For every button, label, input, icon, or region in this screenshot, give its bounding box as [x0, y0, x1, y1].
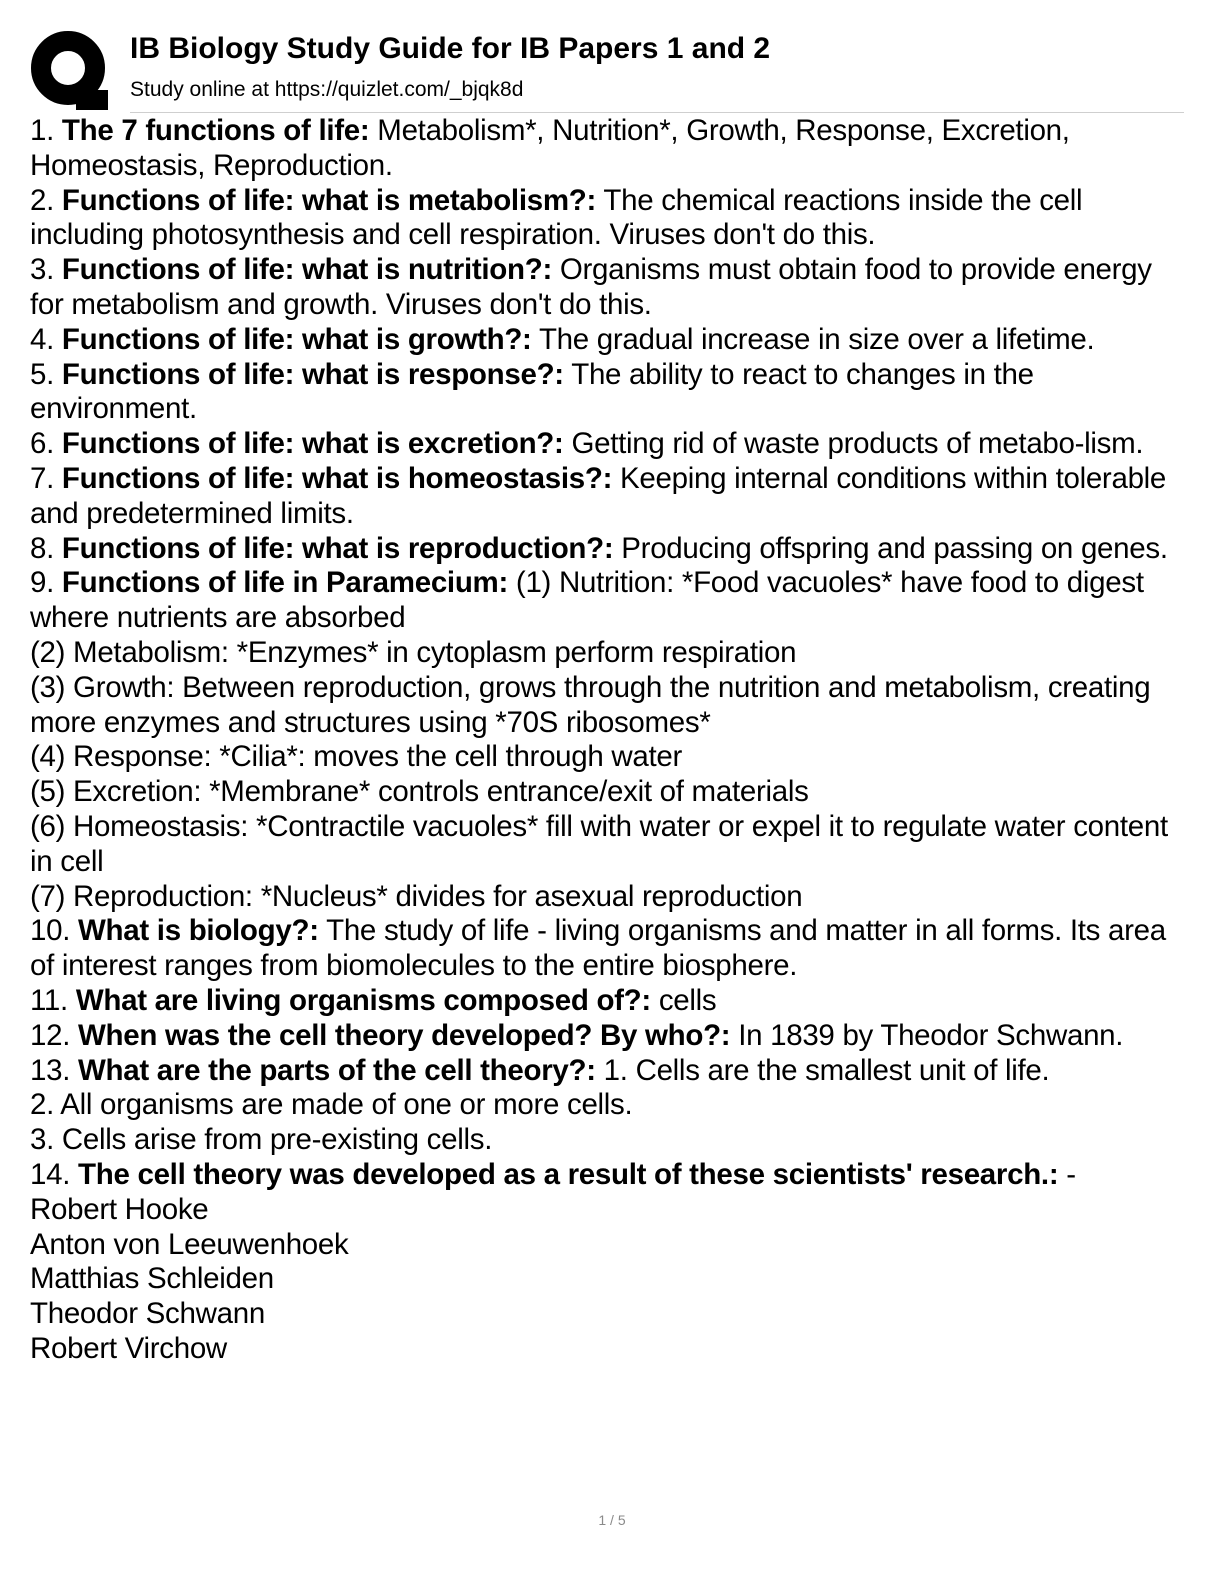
item-number: 3.	[30, 253, 55, 287]
item-question: When was the cell theory developed? By who?:	[78, 1018, 731, 1052]
answer-line: 2. All organisms are made of one or more cells.	[30, 1088, 633, 1122]
item-question: Functions of life: what is response?:	[61, 357, 564, 391]
item-question: What is biology?:	[78, 914, 319, 948]
answer-line: Matthias Schleiden	[30, 1262, 274, 1296]
list-item	[30, 462, 1190, 532]
document-header	[30, 28, 1184, 114]
answer-line: Theodor Schwann	[30, 1297, 265, 1331]
item-question: Functions of life: what is metabolism?:	[61, 183, 597, 217]
list-item	[30, 984, 1190, 1019]
answer-line: 3. Cells arise from pre-existing cells.	[30, 1123, 493, 1157]
item-number: 5.	[30, 357, 55, 391]
answer-line: (5) Excretion: *Membrane* controls entrance/exit of materials	[30, 775, 809, 809]
quizlet-q-logo-icon	[30, 30, 108, 110]
list-item	[30, 1158, 1190, 1193]
item-question: Functions of life: what is reproduction?:	[61, 531, 614, 565]
item-answer: 1. Cells are the smallest unit of life.	[603, 1053, 1050, 1087]
item-number: 4.	[30, 322, 55, 356]
item-number: 7.	[30, 461, 55, 495]
item-answer: The ability to react to changes in the environment.	[30, 357, 1034, 426]
item-number: 14.	[30, 1157, 71, 1191]
list-item	[30, 1054, 1190, 1089]
list-item	[30, 427, 1190, 462]
list-item	[30, 1019, 1190, 1054]
item-number: 13.	[30, 1053, 71, 1087]
answer-line: (6) Homeostasis: *Contractile vacuoles* fill with water or expel it to regulate water content in cell	[30, 809, 1168, 878]
item-question: Functions of life: what is nutrition?:	[61, 253, 552, 287]
answer-line: Robert Virchow	[30, 1331, 227, 1365]
item-answer: The study of life - living organisms and matter in all forms. Its area of interest ranges from biomolecules to the entire biosphere.	[30, 914, 1166, 983]
list-item	[30, 358, 1190, 428]
answer-line: Anton von Leeuwenhoek	[30, 1227, 349, 1261]
list-item	[30, 253, 1190, 323]
item-number: 12.	[30, 1018, 71, 1052]
study-guide-content	[30, 114, 1190, 1367]
page-number: 1 / 5	[598, 1512, 626, 1528]
item-answer: In 1839 by Theodor Schwann.	[738, 1018, 1124, 1052]
item-answer: cells	[658, 983, 717, 1017]
item-answer: Metabolism*, Nutrition*, Growth, Response, Excretion, Homeostasis, Reproduction.	[30, 114, 1070, 182]
item-answer: Organisms must obtain food to provide energy for metabolism and growth. Viruses don't do this.	[30, 253, 1152, 321]
item-number: 2.	[30, 183, 55, 217]
item-answer: Keeping internal conditions within tolerable and predetermined limits.	[30, 461, 1167, 530]
item-question: What are the parts of the cell theory?:	[78, 1053, 596, 1087]
item-question: The cell theory was developed as a result of these scientists' research.:	[78, 1157, 1059, 1191]
item-question: What are living organisms composed of?:	[75, 983, 651, 1017]
item-question: Functions of life: what is excretion?:	[61, 427, 564, 461]
document-subtitle: Study online at https://quizlet.com/_bjqk8d	[130, 78, 524, 101]
item-answer: The gradual increase in size over a lifetime.	[538, 322, 1095, 356]
list-item	[30, 323, 1190, 358]
list-item	[30, 532, 1190, 567]
item-answer: -	[1066, 1157, 1076, 1191]
item-number: 9.	[30, 566, 55, 600]
item-number: 8.	[30, 531, 55, 565]
item-answer: The chemical reactions inside the cell including photosynthesis and cell respiration. Viruses don't do this.	[30, 183, 1083, 252]
answer-line: (3) Growth: Between reproduction, grows through the nutrition and metabolism, creating more enzymes and structures using *70S ribosomes*	[30, 670, 1151, 739]
item-number: 10.	[30, 914, 71, 948]
item-question: Functions of life in Paramecium:	[61, 566, 509, 600]
answer-line: (7) Reproduction: *Nucleus* divides for asexual reproduction	[30, 879, 803, 913]
item-number: 1.	[30, 114, 55, 147]
document-title: IB Biology Study Guide for IB Papers 1 and 2	[130, 32, 771, 65]
answer-line: Robert Hooke	[30, 1192, 209, 1226]
list-item	[30, 114, 1190, 184]
item-answer: (1) Nutrition: *Food vacuoles* have food to digest where nutrients are absorbed	[30, 566, 1144, 635]
item-question: Functions of life: what is growth?:	[61, 322, 532, 356]
item-answer: Producing offspring and passing on genes.	[621, 531, 1168, 565]
answer-line: (4) Response: *Cilia*: moves the cell through water	[30, 740, 683, 774]
item-number: 11.	[30, 983, 68, 1017]
list-item	[30, 184, 1190, 254]
item-question: Functions of life: what is homeostasis?:	[61, 461, 613, 495]
list-item	[30, 914, 1190, 984]
answer-line: (2) Metabolism: *Enzymes* in cytoplasm perform respiration	[30, 635, 797, 669]
list-item	[30, 566, 1190, 636]
item-number: 6.	[30, 427, 55, 461]
item-question: The 7 functions of life:	[61, 114, 370, 147]
item-answer: Getting rid of waste products of metabo-lism.	[571, 427, 1144, 461]
header-divider	[130, 112, 1184, 113]
